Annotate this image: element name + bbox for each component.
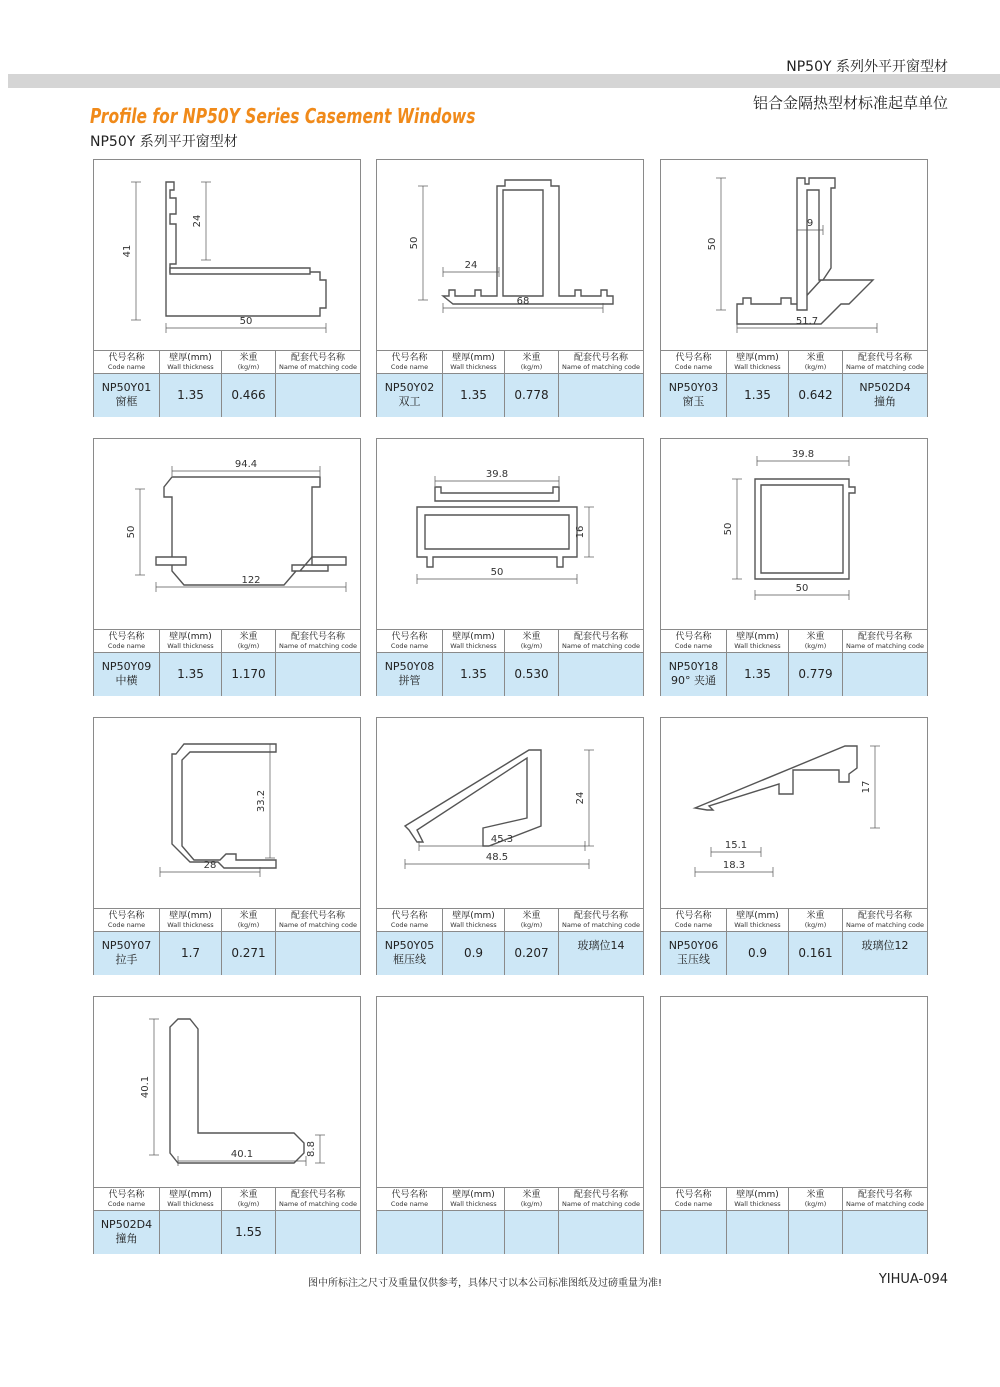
spec-header-row: [94, 1188, 360, 1211]
weight-cell: 0.466: [222, 374, 276, 417]
dimension-label: 122: [241, 575, 261, 586]
spec-data-row: [661, 1211, 927, 1254]
header-wall: 壁厚(mm) Wall thickness: [727, 351, 789, 373]
dimension-label: 45.3: [490, 834, 514, 845]
dimension-label: 15.1: [724, 840, 748, 851]
dimension-label: 18.3: [722, 860, 746, 871]
code-cell: NP50Y06 玉压线: [661, 932, 727, 975]
profile-card: [93, 717, 361, 975]
spec-header-row: [661, 351, 927, 374]
spec-header-row: [377, 909, 643, 932]
weight-cell: 0.779: [789, 653, 843, 696]
header-wall: 壁厚(mm) Wall thickness: [443, 1188, 505, 1210]
header-weight: 米重 (kg/m): [505, 1188, 559, 1210]
header-match: 配套代号名称 Name of matching code: [562, 911, 640, 929]
match-cell: [843, 653, 927, 696]
header-match: 配套代号名称 Name of matching code: [279, 632, 357, 650]
dimension-label: 8.8: [306, 1141, 317, 1157]
profile-card: [660, 438, 928, 696]
page-title-en: Profile for NP50Y Series Casement Windows: [90, 104, 476, 128]
wall-cell: [727, 1211, 789, 1254]
dimension-label: 24: [192, 214, 203, 228]
header-weight: 米重 (kg/m): [789, 630, 843, 652]
spec-data-row: [94, 932, 360, 975]
profile-card: [376, 996, 644, 1254]
spec-table: [377, 350, 643, 417]
wall-cell: 1.7: [160, 932, 222, 975]
spec-data-row: [94, 653, 360, 696]
spec-data-row: [377, 653, 643, 696]
header-match: 配套代号名称 Name of matching code: [562, 353, 640, 371]
wall-cell: 1.35: [443, 653, 505, 696]
header-match: 配套代号名称 Name of matching code: [846, 353, 924, 371]
dimension-label: 50: [795, 583, 809, 594]
profile-diagram: [377, 160, 643, 350]
header-wall: 壁厚(mm) Wall thickness: [443, 630, 505, 652]
spec-data-row: [377, 374, 643, 417]
profile-diagram: [94, 439, 360, 629]
code-cell: NP50Y08 拼管: [377, 653, 443, 696]
dimension-label: 68: [516, 296, 530, 307]
weight-cell: 0.530: [505, 653, 559, 696]
header-weight: 米重 (kg/m): [222, 1188, 276, 1210]
header-weight: 米重 (kg/m): [222, 909, 276, 931]
header-weight: 米重 (kg/m): [505, 909, 559, 931]
weight-cell: 1.170: [222, 653, 276, 696]
match-cell: [276, 932, 360, 975]
header-wall: 壁厚(mm) Wall thickness: [160, 351, 222, 373]
profile-diagram: [377, 718, 643, 908]
header-code: 代号名称 Code name: [94, 909, 160, 931]
code-cell: NP50Y07 拉手: [94, 932, 160, 975]
header-match: 配套代号名称 Name of matching code: [846, 911, 924, 929]
header-wall: 壁厚(mm) Wall thickness: [443, 351, 505, 373]
match-cell: 玻璃位12: [861, 939, 909, 952]
spec-data-row: [94, 374, 360, 417]
header-weight: 米重 (kg/m): [789, 351, 843, 373]
dimension-label: 94.4: [234, 459, 258, 470]
profile-card: [93, 996, 361, 1254]
spec-header-row: [377, 351, 643, 374]
dimension-label: 50: [409, 236, 420, 250]
header-code: 代号名称 Code name: [94, 1188, 160, 1210]
header-weight: 米重 (kg/m): [222, 630, 276, 652]
profile-card: [93, 438, 361, 696]
profile-card: [660, 159, 928, 417]
spec-table: [377, 908, 643, 975]
profile-card: [376, 717, 644, 975]
profile-diagram: [661, 439, 927, 629]
profile-drawing: [377, 997, 643, 1187]
spec-header-row: [377, 630, 643, 653]
code-cell: NP50Y09 中横: [94, 653, 160, 696]
profile-drawing: [661, 160, 927, 350]
dimension-label: 50: [126, 525, 137, 539]
profile-diagram: [377, 439, 643, 629]
match-cell: [843, 1211, 927, 1254]
dimension-label: 24: [464, 260, 478, 271]
wall-cell: [160, 1211, 222, 1254]
weight-cell: 0.642: [789, 374, 843, 417]
match-cell: [276, 374, 360, 417]
wall-cell: 0.9: [727, 932, 789, 975]
page-title-cn: NP50Y 系列平开窗型材: [90, 134, 238, 150]
weight-cell: [789, 1211, 843, 1254]
header-code: 代号名称 Code name: [377, 1188, 443, 1210]
spec-table: [94, 350, 360, 417]
spec-table: [661, 629, 927, 696]
wall-cell: 1.35: [160, 653, 222, 696]
match-cell: [276, 653, 360, 696]
profile-diagram: [377, 997, 643, 1187]
weight-cell: 1.55: [222, 1211, 276, 1254]
weight-cell: [505, 1211, 559, 1254]
code-cell: NP50Y02 双工: [377, 374, 443, 417]
spec-header-row: [377, 1188, 643, 1211]
spec-data-row: [661, 374, 927, 417]
profile-drawing: [94, 997, 360, 1187]
dimension-label: 48.5: [485, 852, 509, 863]
profile-diagram: [94, 997, 360, 1187]
dimension-label: 33.2: [256, 789, 267, 813]
header-match: 配套代号名称 Name of matching code: [279, 911, 357, 929]
spec-header-row: [661, 1188, 927, 1211]
code-cell: NP50Y18 90° 夹通: [661, 653, 727, 696]
match-cell: [559, 1211, 643, 1254]
header-match: 配套代号名称 Name of matching code: [279, 353, 357, 371]
header-weight: 米重 (kg/m): [505, 351, 559, 373]
weight-cell: 0.271: [222, 932, 276, 975]
profile-diagram: [661, 997, 927, 1187]
header-code: 代号名称 Code name: [377, 630, 443, 652]
spec-table: [94, 1187, 360, 1254]
match-cell: NP502D4 撞角: [859, 381, 911, 408]
profile-diagram: [661, 718, 927, 908]
dimension-label: 16: [575, 525, 586, 539]
dimension-label: 17: [861, 780, 872, 794]
header-code: 代号名称 Code name: [377, 351, 443, 373]
profile-card: [376, 438, 644, 696]
dimension-label: 50: [239, 316, 253, 327]
dimension-label: 50: [707, 237, 718, 251]
code-cell: [661, 1211, 727, 1254]
spec-header-row: [94, 630, 360, 653]
wall-cell: [443, 1211, 505, 1254]
header-code: 代号名称 Code name: [661, 351, 727, 373]
profile-drawing: [377, 160, 643, 350]
header-wall: 壁厚(mm) Wall thickness: [160, 1188, 222, 1210]
code-cell: [377, 1211, 443, 1254]
header-code: 代号名称 Code name: [94, 351, 160, 373]
header-match: 配套代号名称 Name of matching code: [846, 632, 924, 650]
code-cell: NP50Y05 框压线: [377, 932, 443, 975]
spec-table: [377, 1187, 643, 1254]
spec-data-row: [377, 932, 643, 975]
profile-diagram: [661, 160, 927, 350]
spec-table: [94, 908, 360, 975]
profile-drawing: [377, 718, 643, 908]
header-weight: 米重 (kg/m): [222, 351, 276, 373]
header-code: 代号名称 Code name: [94, 630, 160, 652]
weight-cell: 0.161: [789, 932, 843, 975]
wall-cell: 1.35: [160, 374, 222, 417]
wall-cell: 1.35: [727, 653, 789, 696]
dimension-label: 28: [203, 860, 217, 871]
match-cell: [276, 1211, 360, 1254]
weight-cell: 0.778: [505, 374, 559, 417]
dimension-label: 51.7: [795, 316, 819, 327]
spec-data-row: [661, 932, 927, 975]
dimension-label: 9: [806, 218, 814, 229]
header-code: 代号名称 Code name: [661, 630, 727, 652]
header-code: 代号名称 Code name: [377, 909, 443, 931]
footer-note: 图中所标注之尺寸及重量仅供参考，具体尺寸以本公司标准图纸及过磅重量为准!: [308, 1278, 663, 1289]
weight-cell: 0.207: [505, 932, 559, 975]
spec-data-row: [94, 1211, 360, 1254]
profile-card: [376, 159, 644, 417]
header-match: 配套代号名称 Name of matching code: [562, 632, 640, 650]
profile-card: [660, 996, 928, 1254]
header-wall: 壁厚(mm) Wall thickness: [727, 909, 789, 931]
wall-cell: 1.35: [443, 374, 505, 417]
header-match: 配套代号名称 Name of matching code: [846, 1190, 924, 1208]
spec-table: [661, 350, 927, 417]
profile-drawing: [661, 997, 927, 1187]
spec-table: [661, 1187, 927, 1254]
profile-drawing: [377, 439, 643, 629]
dimension-label: 50: [490, 567, 504, 578]
profile-diagram: [94, 718, 360, 908]
spec-header-row: [94, 351, 360, 374]
spec-data-row: [377, 1211, 643, 1254]
code-cell: NP50Y01 窗框: [94, 374, 160, 417]
wall-cell: 1.35: [727, 374, 789, 417]
profile-drawing: [94, 160, 360, 350]
header-match: 配套代号名称 Name of matching code: [279, 1190, 357, 1208]
spec-header-row: [94, 909, 360, 932]
match-cell: 玻璃位14: [577, 939, 625, 952]
header-code: 代号名称 Code name: [661, 1188, 727, 1210]
spec-header-row: [661, 630, 927, 653]
header-weight: 米重 (kg/m): [789, 1188, 843, 1210]
header-band: [8, 74, 1000, 88]
spec-header-row: [661, 909, 927, 932]
header-wall: 壁厚(mm) Wall thickness: [727, 1188, 789, 1210]
header-wall: 壁厚(mm) Wall thickness: [443, 909, 505, 931]
code-cell: NP502D4 撞角: [94, 1211, 160, 1254]
profile-diagram: [94, 160, 360, 350]
spec-table: [661, 908, 927, 975]
dimension-label: 40.1: [140, 1075, 151, 1099]
header-wall: 壁厚(mm) Wall thickness: [160, 909, 222, 931]
code-cell: NP50Y03 窗玉: [661, 374, 727, 417]
series-title: NP50Y 系列外平开窗型材: [786, 59, 948, 75]
dimension-label: 39.8: [485, 469, 509, 480]
dimension-label: 41: [122, 244, 133, 258]
spec-table: [377, 629, 643, 696]
header-weight: 米重 (kg/m): [789, 909, 843, 931]
header-wall: 壁厚(mm) Wall thickness: [160, 630, 222, 652]
header-weight: 米重 (kg/m): [505, 630, 559, 652]
spec-table: [94, 629, 360, 696]
profile-drawing: [94, 718, 360, 908]
profile-drawing: [94, 439, 360, 629]
profile-drawing: [661, 718, 927, 908]
wall-cell: 0.9: [443, 932, 505, 975]
header-match: 配套代号名称 Name of matching code: [562, 1190, 640, 1208]
match-cell: [559, 653, 643, 696]
profile-card: [660, 717, 928, 975]
org-title: 铝合金隔热型材标准起草单位: [752, 94, 948, 112]
header-wall: 壁厚(mm) Wall thickness: [727, 630, 789, 652]
dimension-label: 39.8: [791, 449, 815, 460]
dimension-label: 50: [723, 522, 734, 536]
header-code: 代号名称 Code name: [661, 909, 727, 931]
match-cell: [559, 374, 643, 417]
profile-drawing: [661, 439, 927, 629]
spec-data-row: [661, 653, 927, 696]
profile-card: [93, 159, 361, 417]
dimension-label: 40.1: [230, 1149, 254, 1160]
page-code: YIHUA-094: [878, 1272, 948, 1287]
dimension-label: 24: [575, 791, 586, 805]
